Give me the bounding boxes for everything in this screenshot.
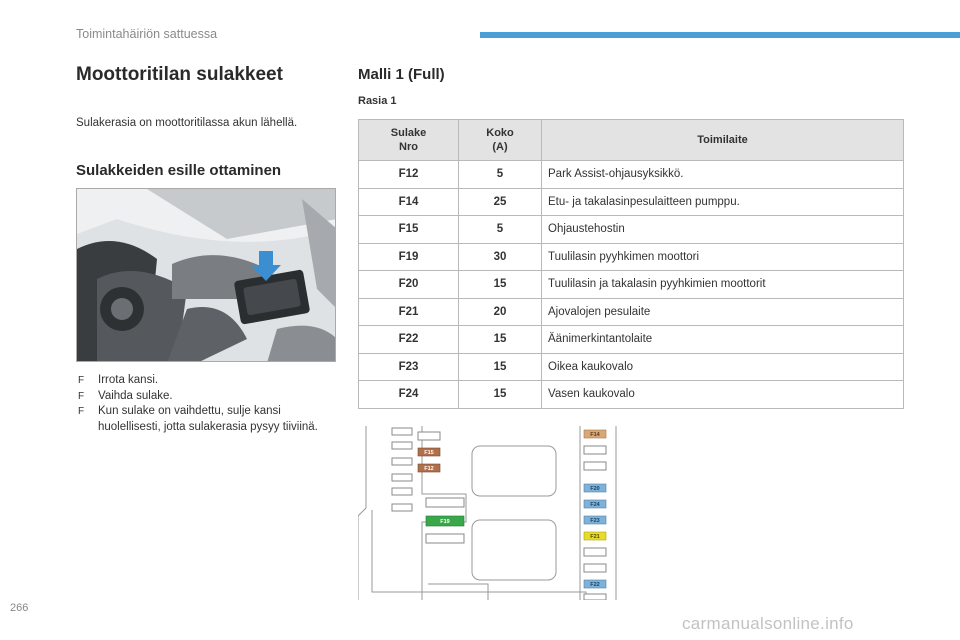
bullet-icon: F: [78, 375, 85, 386]
table-row: [359, 381, 904, 409]
fuse-number-cell: F15: [359, 216, 459, 244]
box-title: Rasia 1: [358, 95, 397, 107]
fuse-number-cell: F19: [359, 243, 459, 271]
fuse-function-cell: Äänimerkintantolaite: [542, 326, 904, 354]
diagram-label-f14: F14: [590, 432, 600, 438]
fuse-size-cell: 5: [459, 161, 542, 189]
table-row: [359, 326, 904, 354]
fuse-size-cell: 15: [459, 353, 542, 381]
fuse-number-cell: F12: [359, 161, 459, 189]
fuse-number-cell: F20: [359, 271, 459, 299]
fuse-size-cell: 25: [459, 188, 542, 216]
diagram-label-f24: F24: [590, 502, 600, 508]
fuse-function-cell: Park Assist-ohjausyksikkö.: [542, 161, 904, 189]
header-accent-bar: [480, 32, 960, 38]
table-row: [359, 243, 904, 271]
page-title: Moottoritilan sulakkeet: [76, 64, 283, 85]
model-title: Malli 1 (Full): [358, 66, 445, 83]
fuse-size-cell: 5: [459, 216, 542, 244]
fuse-table: [358, 119, 904, 409]
column-header-size: Koko (A): [459, 120, 542, 161]
table-row: [359, 161, 904, 189]
fuse-size-cell: 15: [459, 271, 542, 299]
column-header-function: Toimilaite: [542, 120, 904, 161]
diagram-label-f19: F19: [440, 519, 450, 525]
table-row: [359, 271, 904, 299]
section-header: Toimintahäiriön sattuessa: [76, 27, 218, 41]
table-row: [359, 188, 904, 216]
diagram-label-f12: F12: [424, 466, 434, 472]
diagram-label-f15: F15: [424, 450, 434, 456]
fuse-number-cell: F23: [359, 353, 459, 381]
diagram-label-f21: F21: [590, 534, 600, 540]
fuse-size-cell: 15: [459, 326, 542, 354]
fuse-function-cell: Ajovalojen pesulaite: [542, 298, 904, 326]
fuse-size-cell: 15: [459, 381, 542, 409]
fuse-function-cell: Tuulilasin ja takalasin pyyhkimien moottorit: [542, 271, 904, 299]
list-item: F Vaihda sulake.: [76, 389, 346, 405]
fuse-function-cell: Tuulilasin pyyhkimen moottori: [542, 243, 904, 271]
bullet-icon: F: [78, 406, 85, 417]
engine-bay-photo: [76, 188, 336, 362]
table-row: [359, 353, 904, 381]
diagram-label-f23: F23: [590, 518, 600, 524]
fuse-function-cell: Ohjaustehostin: [542, 216, 904, 244]
fuse-function-cell: Etu- ja takalasinpesulaitteen pumppu.: [542, 188, 904, 216]
fuse-function-cell: Vasen kaukovalo: [542, 381, 904, 409]
fuse-number-cell: F14: [359, 188, 459, 216]
fuse-number-cell: F22: [359, 326, 459, 354]
fuse-number-cell: F24: [359, 381, 459, 409]
diagram-label-f22: F22: [590, 582, 600, 588]
section-subtitle: Sulakkeiden esille ottaminen: [76, 162, 282, 179]
diagram-label-f20: F20: [590, 486, 600, 492]
intro-text: Sulakerasia on moottoritilassa akun lähellä.: [76, 117, 298, 129]
table-row: [359, 216, 904, 244]
watermark: carmanualsonline.info: [682, 614, 854, 633]
bullet-icon: F: [78, 390, 85, 402]
list-item: F Kun sulake on vaihdettu, sulje kansi huolellisesti, jotta sulakerasia pysyy tiiviinä.: [78, 405, 318, 433]
fuse-box-diagram: [358, 424, 618, 600]
fuse-function-cell: Oikea kaukovalo: [542, 353, 904, 381]
table-row: [359, 298, 904, 326]
fuse-size-cell: 20: [459, 298, 542, 326]
fuse-number-cell: F21: [359, 298, 459, 326]
page-number: 266: [10, 602, 29, 614]
column-header-fuse: Sulake Nro: [359, 120, 459, 161]
fuse-size-cell: 30: [459, 243, 542, 271]
list-item: F Irrota kansi.: [76, 373, 346, 389]
steps-list: [76, 373, 346, 435]
table-header-row: [359, 120, 904, 161]
